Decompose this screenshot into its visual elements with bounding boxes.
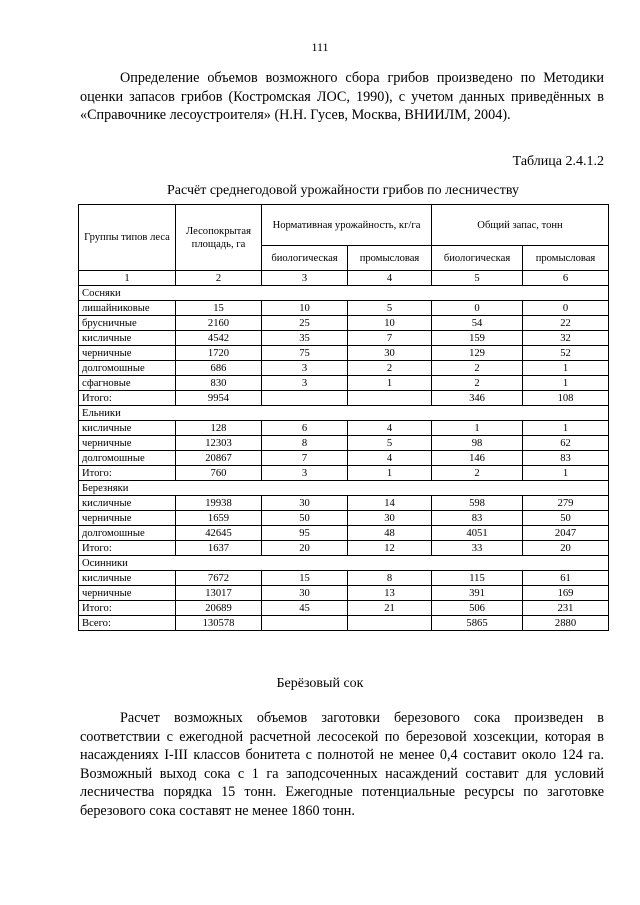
- bio-stock-cell: 346: [432, 391, 523, 406]
- header-normative-biological: биологическая: [262, 246, 348, 271]
- area-cell: 128: [176, 421, 262, 436]
- prom-stock-cell: 108: [523, 391, 609, 406]
- header-forest-group: Группы типов леса: [79, 205, 176, 271]
- row-label: Итого:: [79, 541, 176, 556]
- group-heading: Березняки: [79, 481, 609, 496]
- page-number: 111: [311, 40, 329, 54]
- prom-yield-cell: 4: [348, 421, 432, 436]
- bio-yield-cell: 6: [262, 421, 348, 436]
- prom-stock-cell: 20: [523, 541, 609, 556]
- bio-stock-cell: 98: [432, 436, 523, 451]
- area-cell: 42645: [176, 526, 262, 541]
- prom-stock-cell: 169: [523, 586, 609, 601]
- bio-yield-cell: [262, 391, 348, 406]
- bio-yield-cell: 7: [262, 451, 348, 466]
- bio-yield-cell: 8: [262, 436, 348, 451]
- table-row: [79, 586, 609, 601]
- prom-yield-cell: 7: [348, 331, 432, 346]
- table-row: [79, 541, 609, 556]
- area-cell: 1637: [176, 541, 262, 556]
- grand-total-row: [79, 616, 609, 631]
- prom-stock-cell: 52: [523, 346, 609, 361]
- bio-yield-cell: 95: [262, 526, 348, 541]
- prom-yield-cell: 5: [348, 301, 432, 316]
- prom-stock-cell: 0: [523, 301, 609, 316]
- table-row: [79, 436, 609, 451]
- area-cell: 2160: [176, 316, 262, 331]
- row-label: сфагновые: [79, 376, 176, 391]
- area-cell: 760: [176, 466, 262, 481]
- area-cell: 13017: [176, 586, 262, 601]
- bio-stock-cell: 54: [432, 316, 523, 331]
- table-row: [79, 496, 609, 511]
- table-row: [79, 451, 609, 466]
- column-number: 1: [79, 271, 176, 286]
- intro-paragraph: Определение объемов возможного сбора грибов произведено по Методики оценки запасов грибов (Костромская ЛОС, 1990), с учетом данных приведённых в «Справочнике лесоустроителя» (Н.Н. Гусев, Москва, ВНИИЛМ, 2004).: [80, 70, 604, 124]
- column-number: 4: [348, 271, 432, 286]
- group-heading-row: [79, 406, 609, 421]
- bio-stock-cell: 4051: [432, 526, 523, 541]
- prom-stock-cell: 61: [523, 571, 609, 586]
- bio-yield-cell: 30: [262, 496, 348, 511]
- bio-stock-cell: 115: [432, 571, 523, 586]
- table-row: [79, 511, 609, 526]
- prom-stock-cell: 231: [523, 601, 609, 616]
- prom-yield-cell: 14: [348, 496, 432, 511]
- column-number: 2: [176, 271, 262, 286]
- prom-yield-cell: 4: [348, 451, 432, 466]
- area-cell: 15: [176, 301, 262, 316]
- prom-yield-cell: 5: [348, 436, 432, 451]
- sap-paragraph: Расчет возможных объемов заготовки березового сока произведен в соответствии с ежегодной расчетной лесосекой по березовой хозсекции, которая в насаждениях I-III классов бонитета с полнотой не менее 0,4 составит около 124 га. Возможный выход сока с 1 га заподсоченных насаждений составит для условий лесничества порядка 15 тонн. Ежегодные потенциальные ресурсы по заготовке березового сока составят не менее 1860 тонн.: [80, 710, 604, 819]
- row-label: кисличные: [79, 571, 176, 586]
- bio-yield-cell: [262, 616, 348, 631]
- prom-stock-cell: 1: [523, 361, 609, 376]
- table-row: [79, 391, 609, 406]
- table-row: [79, 301, 609, 316]
- row-label: долгомошные: [79, 451, 176, 466]
- table-row: [79, 346, 609, 361]
- header-forested-area: Лесопокрытая площадь, га: [176, 205, 262, 271]
- prom-yield-cell: 30: [348, 346, 432, 361]
- row-label: Итого:: [79, 466, 176, 481]
- row-label: Итого:: [79, 601, 176, 616]
- prom-stock-cell: 2047: [523, 526, 609, 541]
- prom-yield-cell: 10: [348, 316, 432, 331]
- table-row: [79, 421, 609, 436]
- table-row: [79, 331, 609, 346]
- prom-yield-cell: [348, 391, 432, 406]
- mushroom-yield-table: [78, 204, 609, 631]
- table-row: [79, 526, 609, 541]
- prom-stock-cell: 1: [523, 466, 609, 481]
- bio-stock-cell: 598: [432, 496, 523, 511]
- row-label: лишайниковые: [79, 301, 176, 316]
- bio-yield-cell: 20: [262, 541, 348, 556]
- bio-stock-cell: 83: [432, 511, 523, 526]
- table-row: [79, 601, 609, 616]
- bio-yield-cell: 35: [262, 331, 348, 346]
- bio-stock-cell: 33: [432, 541, 523, 556]
- bio-stock-cell: 391: [432, 586, 523, 601]
- area-cell: 1659: [176, 511, 262, 526]
- row-label: кисличные: [79, 421, 176, 436]
- area-cell: 19938: [176, 496, 262, 511]
- bio-stock-cell: 5865: [432, 616, 523, 631]
- prom-stock-cell: 279: [523, 496, 609, 511]
- prom-yield-cell: [348, 616, 432, 631]
- prom-stock-cell: 1: [523, 376, 609, 391]
- area-cell: 1720: [176, 346, 262, 361]
- section-heading: Берёзовый сок: [276, 676, 364, 691]
- bio-yield-cell: 10: [262, 301, 348, 316]
- table-row: [79, 376, 609, 391]
- prom-stock-cell: 62: [523, 436, 609, 451]
- bio-yield-cell: 15: [262, 571, 348, 586]
- bio-yield-cell: 3: [262, 466, 348, 481]
- bio-stock-cell: 159: [432, 331, 523, 346]
- row-label: черничные: [79, 436, 176, 451]
- table-number: Таблица 2.4.1.2: [512, 154, 604, 169]
- group-heading: Осинники: [79, 556, 609, 571]
- row-label: черничные: [79, 346, 176, 361]
- prom-yield-cell: 13: [348, 586, 432, 601]
- group-heading-row: [79, 481, 609, 496]
- table-body: [79, 286, 609, 631]
- area-cell: 12303: [176, 436, 262, 451]
- table-title: Расчёт среднегодовой урожайности грибов по лесничеству: [167, 183, 519, 198]
- table-row: [79, 361, 609, 376]
- bio-yield-cell: 45: [262, 601, 348, 616]
- group-heading: Сосняки: [79, 286, 609, 301]
- row-label: Всего:: [79, 616, 176, 631]
- prom-stock-cell: 32: [523, 331, 609, 346]
- bio-stock-cell: 1: [432, 421, 523, 436]
- bio-yield-cell: 75: [262, 346, 348, 361]
- bio-yield-cell: 25: [262, 316, 348, 331]
- bio-stock-cell: 146: [432, 451, 523, 466]
- table-row: [79, 466, 609, 481]
- column-number: 5: [432, 271, 523, 286]
- group-heading-row: [79, 286, 609, 301]
- bio-stock-cell: 2: [432, 466, 523, 481]
- area-cell: 20867: [176, 451, 262, 466]
- header-total-commercial: промысловая: [523, 246, 609, 271]
- prom-yield-cell: 1: [348, 466, 432, 481]
- row-label: Итого:: [79, 391, 176, 406]
- prom-yield-cell: 2: [348, 361, 432, 376]
- bio-stock-cell: 129: [432, 346, 523, 361]
- prom-yield-cell: 21: [348, 601, 432, 616]
- area-cell: 7672: [176, 571, 262, 586]
- bio-yield-cell: 3: [262, 361, 348, 376]
- bio-stock-cell: 2: [432, 361, 523, 376]
- prom-stock-cell: 83: [523, 451, 609, 466]
- area-cell: 4542: [176, 331, 262, 346]
- prom-stock-cell: 50: [523, 511, 609, 526]
- bio-stock-cell: 506: [432, 601, 523, 616]
- bio-yield-cell: 3: [262, 376, 348, 391]
- table-row: [79, 316, 609, 331]
- area-cell: 830: [176, 376, 262, 391]
- prom-stock-cell: 22: [523, 316, 609, 331]
- area-cell: 686: [176, 361, 262, 376]
- row-label: кисличные: [79, 331, 176, 346]
- area-cell: 20689: [176, 601, 262, 616]
- prom-stock-cell: 1: [523, 421, 609, 436]
- prom-yield-cell: 30: [348, 511, 432, 526]
- bio-yield-cell: 30: [262, 586, 348, 601]
- row-label: долгомошные: [79, 526, 176, 541]
- prom-stock-cell: 2880: [523, 616, 609, 631]
- column-number: 3: [262, 271, 348, 286]
- header-normative-yield: Нормативная урожайность, кг/га: [262, 205, 432, 246]
- row-label: кисличные: [79, 496, 176, 511]
- prom-yield-cell: 8: [348, 571, 432, 586]
- table-row: [79, 571, 609, 586]
- area-cell: 130578: [176, 616, 262, 631]
- header-total-stock: Общий запас, тонн: [432, 205, 609, 246]
- bio-yield-cell: 50: [262, 511, 348, 526]
- bio-stock-cell: 0: [432, 301, 523, 316]
- row-label: черничные: [79, 586, 176, 601]
- header-total-biological: биологическая: [432, 246, 523, 271]
- area-cell: 9954: [176, 391, 262, 406]
- prom-yield-cell: 1: [348, 376, 432, 391]
- group-heading-row: [79, 556, 609, 571]
- row-label: долгомошные: [79, 361, 176, 376]
- group-heading: Ельники: [79, 406, 609, 421]
- prom-yield-cell: 48: [348, 526, 432, 541]
- column-number: 6: [523, 271, 609, 286]
- row-label: черничные: [79, 511, 176, 526]
- row-label: брусничные: [79, 316, 176, 331]
- header-normative-commercial: промысловая: [348, 246, 432, 271]
- bio-stock-cell: 2: [432, 376, 523, 391]
- prom-yield-cell: 12: [348, 541, 432, 556]
